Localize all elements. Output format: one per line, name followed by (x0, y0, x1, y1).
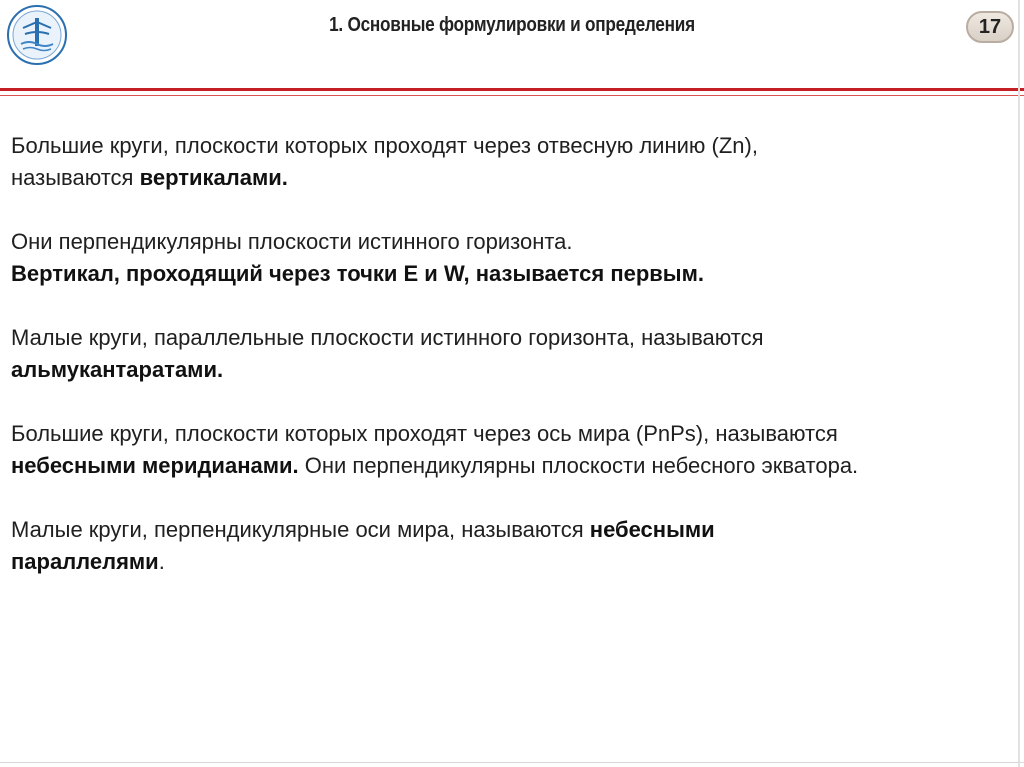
slide-edge-bottom (0, 762, 1024, 763)
paragraph-meridians (11, 418, 1011, 482)
slide-edge (1018, 0, 1020, 767)
page-number-badge: 17 (966, 11, 1014, 43)
term-verticals: вертикалами. (139, 165, 288, 190)
paragraph-text: Малые круги, параллельные плоскости истинного горизонта, называются (11, 325, 764, 350)
paragraph-text: Они перпендикулярны плоскости небесного экватора. (298, 453, 859, 478)
term-parallels: параллелями (11, 549, 159, 574)
paragraph-text: Большие круги, плоскости которых проходят через отвесную линию (Zn), (11, 133, 758, 158)
term-first-vertical: Вертикал, проходящий через точки E и W, называется первым. (11, 261, 704, 286)
term-almucantars: альмукантаратами. (11, 357, 224, 382)
paragraph-verticals (11, 130, 1011, 194)
paragraph-almucantars (11, 322, 1011, 386)
page-title: 1. Основные формулировки и определения (329, 14, 695, 36)
paragraph-text: . (158, 549, 165, 574)
paragraph-parallels (11, 514, 1011, 578)
paragraph-first-vertical (11, 226, 1011, 290)
header-divider-thin (0, 95, 1024, 96)
term-celestial: небесными (589, 517, 715, 542)
paragraph-text: называются (11, 165, 140, 190)
university-logo-icon (6, 4, 68, 66)
paragraph-text: Малые круги, перпендикулярные оси мира, называются (11, 517, 590, 542)
paragraph-text: Они перпендикулярны плоскости истинного горизонта. (11, 229, 573, 254)
slide-body (11, 130, 1011, 610)
term-meridians: небесными меридианами. (11, 453, 299, 478)
paragraph-text: Большие круги, плоскости которых проходят через ось мира (PnPs), называются (11, 421, 838, 446)
header-divider (0, 88, 1024, 91)
